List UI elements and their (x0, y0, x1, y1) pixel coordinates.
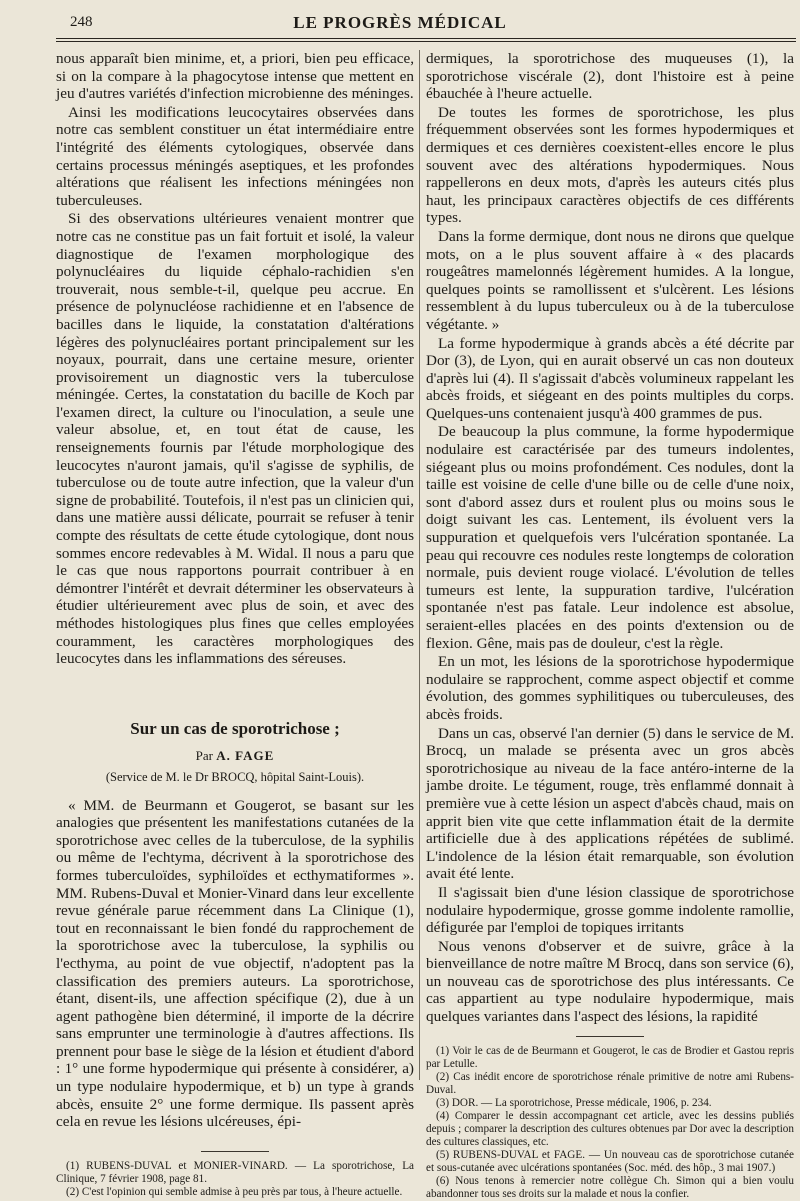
left-column (56, 50, 414, 1199)
footnote: (4) Comparer le dessin accompagnant cet article, avec les dessins publiés depuis ; comparer la description des cultures obtenues par Dor avec la description des cultures classiques, etc. (426, 1109, 794, 1148)
page-number: 248 (70, 14, 93, 30)
article-title: Sur un cas de sporotrichose ; (130, 718, 340, 738)
footnote: (1) RUBENS-DUVAL et MONIER-VINARD. — La sporotrichose, La Clinique, 7 février 1908, page 81. (56, 1159, 414, 1185)
byline-prefix: Par (195, 748, 214, 764)
column-divider (419, 50, 420, 1080)
footnote-separator (201, 1151, 269, 1152)
right-footnotes (426, 1045, 794, 1201)
left-paragraph: Ainsi les modifications leucocytaires observées dans notre cas semblent constituer un état intermédiaire entre l'intégrité des éléments cytologiques, observée dans certains processus méningés aseptiques, et les profondes altérations que réalisent les infections méningées non tuberculeuses. (56, 103, 414, 209)
header-rule-top (56, 38, 796, 39)
left-paragraph: nous apparaît bien minime, et, a priori, bien peu efficace, si on la compare à la phagocytose intense que mettent en jeu d'autres variétés d'infection microbienne des méninges. (56, 50, 414, 103)
footnote: (2) Cas inédit encore de sporotrichose rénale primitive de notre ami Rubens-Duval. (426, 1070, 794, 1096)
article-byline (56, 747, 414, 765)
article-paragraph: « MM. de Beurmann et Gougerot, se basant sur les analogies que présentent les manifestations cutanées de la sporotrichose avec celles de la tuberculose, de la syphilis ou même de l'echtyma, décrivent à la sporotrichose des formes tuberculoïdes, syphiloïdes et ecthymatiformes ». MM. Rubens-Duval et Monier-Vinard dans leur excellente revue générale parue récemment dans La Clinique (1), tout en reconnaissant le bien fondé du rapprochement de la sporotrichose avec la tuberculose, la syphilis ou l'ecthyma, au point de vue objectif, n'adoptent pas la classification des premiers auteurs. La sporotrichose, étant, disent-ils, une affection spécifique (2), due à un agent pathogène bien déterminé, il importe de la décrire sans emprunter une terminologie à d'autres affections. Ils prennent pour base le siège de la lésion et étudient d'abord : 1° une forme hypodermique qui présente à considérer, a) un type nodulaire hypodermique, et b) un type à grands abcès, ensuite 2° une forme dermique. Ils passent après cela en revue les lésions ulcéreuses, épi- (56, 796, 414, 1131)
article-author: A. FAGE (216, 748, 275, 764)
footnote: (2) C'est l'opinion qui semble admise à peu près par tous, à l'heure actuelle. (66, 1185, 403, 1198)
header-rule-bottom (56, 41, 796, 42)
article-service: (Service de M. le Dr BROCQ, hôpital Saint-Louis). (105, 769, 365, 784)
right-paragraph: En un mot, les lésions de la sporotrichose hypodermique nodulaire se rapprochent, comme aspect objectif et comme évolution, des gommes syphilitiques ou tuberculeuses, des abcès froids. (426, 653, 794, 723)
footnote: (5) RUBENS-DUVAL et FAGE. — Un nouveau cas de sporotrichose cutanée et sous-cutanée avec ulcérations spontanées (Soc. méd. des hôp., 3 mai 1907.) (426, 1148, 794, 1174)
right-paragraph: La forme hypodermique à grands abcès a été décrite par Dor (3), de Lyon, qui en aurait observé un cas non douteux d'après lui (4). Il s'agissait d'abcès volumineux rappelant les abcès froids, et siégeant en des points multiples du corps. Quelques-uns contenaient jusqu'à 400 grammes de pus. (426, 334, 794, 422)
left-paragraph: Si des observations ultérieures venaient montrer que notre cas ne constitue pas un fait fortuit et isolé, la valeur diagnostique de l'examen morphologique des polynucléaires du liquide céphalo-rachidien s'en trouverait, nous semble-t-il, quelque peu accrue. En présence de polynucléose rachidienne et en l'absence de bacilles dans le liquide, la constatation d'altérations légères des polynucléaires portant principalement sur les noyaux, pourrait, dans une certaine mesure, orienter provisoirement un diagnostic vers la tuberculose méningée. Certes, la constatation du bacille de Koch par l'examen direct, la culture ou l'inoculation, a seule une valeur absolue, et, en tout état de cause, les renseignements fournis par l'étude morphologique des leucocytes n'auront jamais, qu'il s'agisse de syphilis, de tuberculose ou de toute autre infection, que la valeur d'un signe de probabilité. Toutefois, il n'est pas un clinicien qui, dans une matière aussi délicate, pourrait se refuser à tenir compte des résultats de cette étude cytologique, dont nous sommes encore redevables à M. Widal. Il nous a paru que le cas que nous rapportons pourrait contribuer à en démontrer l'intérêt et devrait déterminer les observateurs à étudier ultérieurement avec plus de soin, et avec des méthodes histologiques plus fines que celles employées couramment, les caractères morphologiques des leucocytes dans les inflammations des séreuses. (56, 210, 414, 668)
right-paragraph: dermiques, la sporotrichose des muqueuses (1), la sporotrichose viscérale (2), dont l'histoire est à peine ébauchée à l'heure actuelle. (426, 50, 794, 103)
right-paragraph: Il s'agissait bien d'une lésion classique de sporotrichose nodulaire hypodermique, grosse gomme indolente ramollie, défigurée par l'emploi de topiques irritants (426, 883, 794, 937)
right-paragraph: Dans un cas, observé l'an dernier (5) dans le service de M. Brocq, un malade se présenta avec un gros abcès sporotrichosique au niveau de la face antéro-interne de la jambe droite. Le tégument, rouge, très enflammé donnait à première vue à cette lésion un aspect d'abcès chaud, mais on apprit bien vite que cette inflammation était de la dermite artificielle due à des applications répétées de sublimé. L'indolence de la lésion était remarquable, son évolution avait été lente. (426, 724, 794, 883)
journal-title: LE PROGRÈS MÉDICAL (293, 13, 507, 32)
footnote: (6) Nous tenons à remercier notre collègue Ch. Simon qui a bien voulu abandonner tous ses droits sur la malade et nous la confier. (426, 1174, 794, 1200)
footnote: (1) Voir le cas de de Beurmann et Gougerot, le cas de Brodier et Gastou repris par Letulle. (426, 1044, 794, 1070)
footnote-separator (576, 1036, 644, 1037)
right-paragraph: Dans la forme dermique, dont nous ne dirons que quelque mots, on a le plus souvent affaire à « des placards rougeâtres mamelonnés légèrement humides. A la longue, quelques points se ramollissent et s'ulcèrent. Les lésions ressemblent à du lupus tuberculeux ou à de la tuberculose végétante. » (426, 227, 794, 333)
footnote: (3) DOR. — La sporotrichose, Presse médicale, 1906, p. 234. (436, 1096, 712, 1109)
right-paragraph: De toutes les formes de sporotrichose, les plus fréquemment observées sont les formes hypodermiques et dermiques et ces dernières coexistent-elles encore le plus souvent avec des altérations hypodermiques. Nous rappellerons en deux mots, d'après les auteurs cités plus haut, les principaux caractères objectifs de ces différents types. (426, 103, 794, 227)
right-column (426, 50, 794, 1201)
right-paragraph: Nous venons d'observer et de suivre, grâce à la bienveillance de notre maître M Brocq, dans son service (6), un nouveau cas de sporotrichose des plus intéressants. Ce cas appartient au type nodulaire hypodermique, mais quelques variantes dans l'aspect des lésions, la rapidité (426, 937, 794, 1026)
left-footnotes (56, 1160, 414, 1199)
right-paragraph: De beaucoup la plus commune, la forme hypodermique nodulaire est caractérisée par des tumeurs indolentes, siégeant plus ou moins profondément. Ces nodules, dont la taille est voisine de celle d'une bille ou de celle d'une noix, sont d'abord assez durs et roulent plus ou moins sous le doigt suivant les cas. Lentement, ils évoluent vers la suppuration et quelquefois vers l'ulcération spontanée. La peau qui recouvre ces nodules reste longtemps de coloration normale, puis devient rouge violacé. L'évolution de telles tumeurs est lente, la suppuration tardive, l'ulcération spontanée n'est pas fatale. Leur indolence est absolue, seraient-elles placées en des points d'extension ou de flexion. Gêne, mais pas de douleur, c'est la règle. (426, 423, 794, 652)
